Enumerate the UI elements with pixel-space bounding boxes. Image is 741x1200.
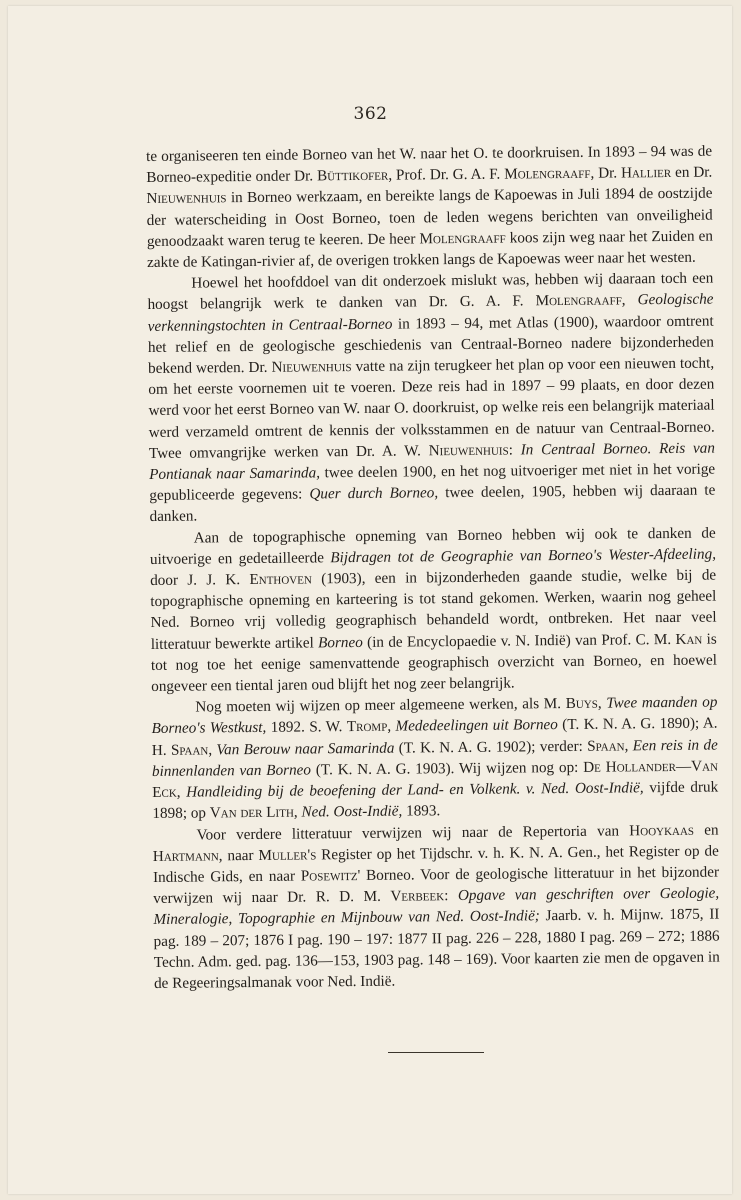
- author-name: Spaan: [587, 737, 625, 755]
- text-run: in 1893 – 94, met Atlas (1900), waardoor omtrent het relief en de geologische geschiedenis van Centraal-Borneo nadere bijzonderheden bekend werden. Dr.: [147, 312, 714, 378]
- closing-rule: [388, 1052, 484, 1053]
- text-run: , naar: [218, 846, 259, 865]
- italic-title: Opgave van geschriften over Geologie, Mineralogie, Topographie en Mijnbouw van Ned. Oost-Indië;: [153, 884, 720, 929]
- italic-title: Borneo: [317, 633, 363, 652]
- text-run: en: [693, 821, 719, 839]
- text-run: :: [444, 887, 458, 905]
- text-run: ,: [387, 718, 396, 736]
- author-name: Muller's: [258, 846, 317, 864]
- page-number: 362: [353, 104, 388, 124]
- author-name: Tromp: [346, 718, 388, 736]
- text-run: 1893.: [402, 802, 441, 820]
- italic-title: Handleiding bij de beoefening der Land- en Volkenk. v. Ned. Oost-Indië,: [186, 779, 644, 801]
- text-run: vijfde druk 1898; op: [152, 778, 719, 823]
- italic-title: Geologische verkenningstochten in Centraal-Borneo: [147, 290, 714, 335]
- text-run: in Borneo werkzaam, en bereikte langs de Kapoewas in Juli 1894 de oostzijde der waterscheiding in Oost Borneo, toen de leden wegens berichten van onveiligheid genoodzaakt waren terug te keeren. De heer: [146, 184, 713, 250]
- author-name: Molengraaff: [535, 291, 622, 310]
- text-run: vatte na zijn terugkeer het plan op voor een nieuwen tocht, om het eerste voornemen uit te voeren. Deze reis had in 1897 – 99 plaats, en door dezen werd voor het eerst Borneo van W. naar O. doorkruist, op welke reis een belangrijk materiaal werd verzameld omtrent de kennis der volksstammen en de natuur van Centraal-Borneo. Twee omvangrijke werken van Dr. A. W.: [148, 354, 715, 462]
- italic-title: Quer durch Borneo,: [309, 484, 439, 503]
- author-name: Nieuwenhuis: [146, 189, 227, 208]
- text-run: :: [508, 441, 521, 459]
- text-run: —: [675, 757, 692, 775]
- paragraph: [153, 819, 721, 994]
- author-name: Kan: [675, 630, 703, 648]
- text-run: (1903), een in bijzonderheden gaande studie, welke bij de topographische opneming en karteering is tot stand gekomen. Werken, waarin nog geheel Ned. Borneo vrij volledig geographisch behandeld wordt, ontbreken. Het naar veel litteratuur bewerkte artikel: [150, 566, 717, 653]
- text-run: ,: [624, 737, 633, 755]
- author-name: Buys: [565, 694, 598, 713]
- author-name: Molengraaff: [504, 164, 591, 183]
- italic-title: Mededeelingen uit Borneo: [395, 716, 558, 736]
- text-run: (in de Encyclopaedie v. N. Indië) van Prof. C. M.: [362, 630, 676, 651]
- paragraph: [146, 141, 713, 274]
- author-name: Nieuwenhuis: [428, 441, 509, 460]
- text-run: te organiseeren ten einde Borneo van het W. naar het O. te doorkruisen. In 1893 – 94 was de Borneo-expeditie onder Dr.: [146, 142, 713, 187]
- author-name: Nieuwenhuis: [271, 358, 352, 376]
- author-name: Hartmann: [152, 847, 219, 865]
- italic-title: Een reis in de binnenlanden van Borneo: [151, 736, 718, 780]
- text-run: twee deelen 1900, en het nog uitvoeriger met niet in het vorige gepubliceerde gegevens:: [149, 460, 716, 505]
- text-run: , Prof. Dr. G. A. F.: [388, 165, 505, 184]
- text-run: Register op het Tijdschr. v. h. K. N. A. Gen., het Register op de Indische Gids, en naar: [152, 842, 719, 886]
- author-name: De Hollander: [583, 757, 677, 776]
- text-run: (T. K. N. A. G. 1903). Wij wijzen nog op:: [310, 758, 584, 779]
- paragraph: [150, 522, 718, 697]
- text-run: Voor verdere litteratuur verwijzen wij naar de Repertoria van: [196, 821, 630, 844]
- text-run: (T. K. N. A. G. 1902); verder:: [394, 737, 588, 757]
- text-run: twee deelen, 1905, hebben wij daaraan te danken.: [149, 481, 716, 526]
- text-run: Borneo. Voor de geologische litteratuur in het bijzonder verwijzen wij naar Dr. R. D. M.: [153, 863, 720, 908]
- author-name: Hallier: [620, 164, 672, 182]
- author-name: Büttikofer: [316, 166, 389, 185]
- text-run: ,: [176, 783, 187, 801]
- author-name: Spaan: [170, 741, 209, 759]
- text-run: ,: [597, 694, 607, 712]
- italic-title: Bijdragen tot de Geographie van Borneo's Wester-Afdeeling,: [330, 545, 717, 567]
- author-name: Van Eck: [152, 757, 719, 802]
- text-run: Hoewel het hoofddoel van dit onderzoek mislukt was, hebben wij daaraan toch een hoogst belangrijk werk te danken van Dr. G. A. F.: [147, 269, 714, 314]
- paragraph: [151, 692, 718, 825]
- text-run: ,: [293, 803, 302, 821]
- text-run: Jaarb. v. h. Mijnw. 1875, II pag. 189 – 207; 1876 I pag. 190 – 197: 1877 II pag. 226 – 228, 1880 I pag. 269 – 272; 1886 Techn. Adm. ged. pag. 136—153, 1903 pag. 148 – 169). Voor kaarten zie men de opgaven in de Regeeringsalmanak voor Ned. Indië.: [153, 905, 720, 992]
- text-run: Nog moeten wij wijzen op meer algemeene werken, als M.: [195, 695, 566, 716]
- text-run: 1892. S. W.: [266, 718, 347, 737]
- text-run: en Dr.: [671, 163, 713, 182]
- text-run: Aan de topographische opneming van Borneo hebben wij ook te danken de uitvoerige en gedetailleerde: [149, 524, 716, 568]
- italic-title: In Centraal Borneo. Reis van Pontianak naar Samarinda,: [149, 439, 715, 484]
- author-name: Enthoven: [249, 570, 312, 589]
- author-name: Molengraaff: [419, 229, 506, 248]
- italic-title: Van Berouw naar Samarinda: [216, 739, 395, 759]
- italic-title: Ned. Oost-Indië,: [301, 802, 403, 821]
- text-run: ,: [208, 741, 217, 759]
- author-name: Hooykaas: [629, 821, 695, 839]
- author-name: Posewitz': [300, 866, 361, 885]
- text-run: , Dr.: [590, 164, 622, 182]
- author-name: Van der Lith: [209, 803, 294, 822]
- text-run: is tot nog toe het eenige samenvattende geographisch overzicht van Borneo, en hoewel ongeveer een tiental jaren oud blijft het nog zeer belangrijk.: [150, 630, 718, 696]
- author-name: Verbeek: [390, 887, 445, 905]
- text-run: ,: [621, 291, 638, 309]
- italic-title: Twee maanden op Borneo's Westkust,: [151, 693, 718, 738]
- text-run: (T. K. N. A. G. 1890); A. H.: [151, 715, 718, 759]
- body-text: [146, 141, 720, 995]
- text-run: door J. J. K.: [150, 571, 250, 590]
- paragraph: [147, 268, 715, 528]
- text-run: koos zijn weg naar het Zuiden en zakte de Katingan-rivier af, de overigen trokken langs de Kapoewas weer naar het westen.: [147, 227, 713, 272]
